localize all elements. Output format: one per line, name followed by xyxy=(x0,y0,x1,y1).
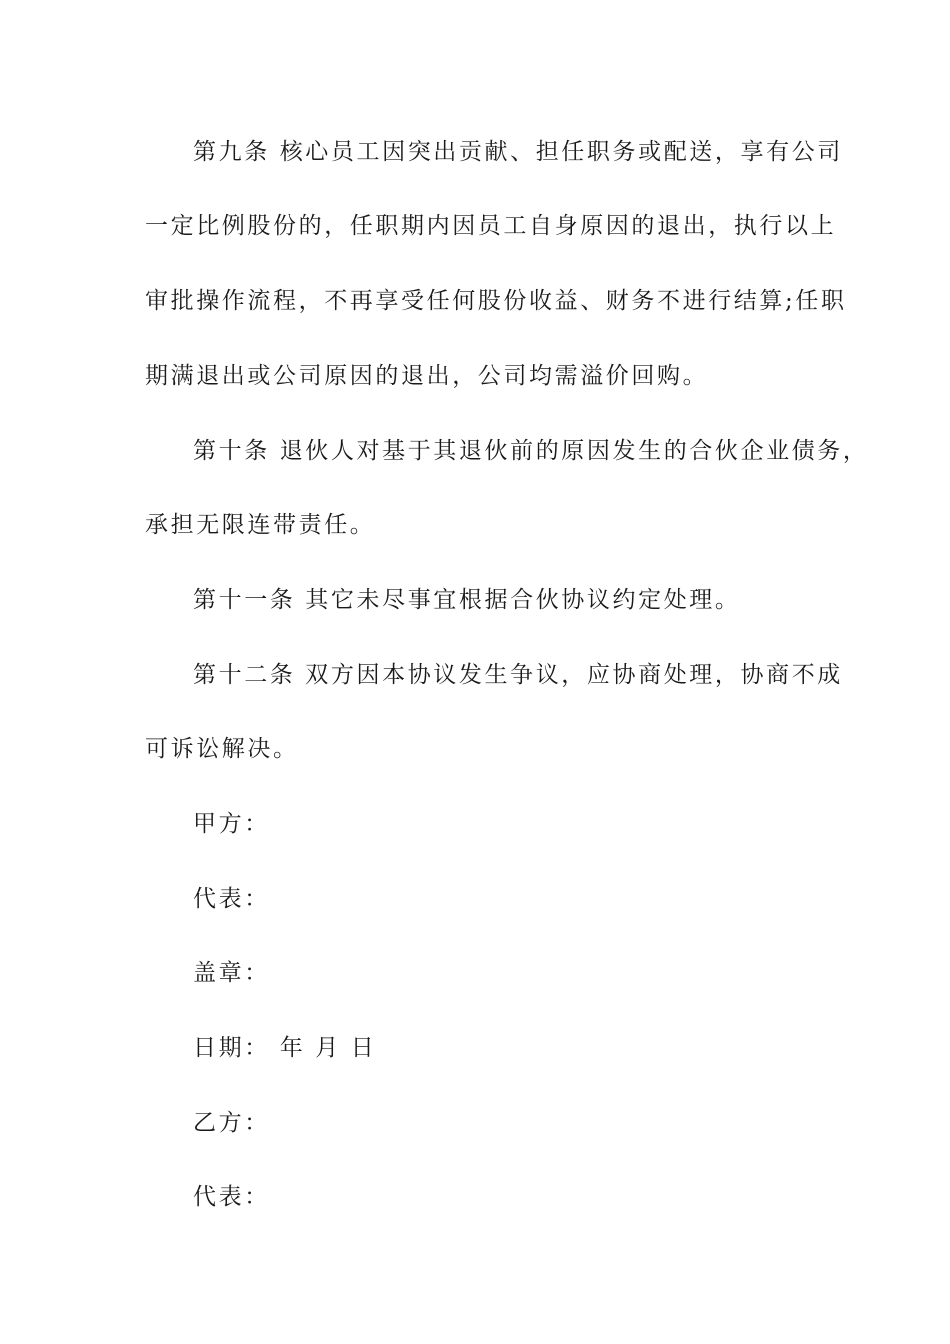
article-11-line-1: 第十一条 其它未尽事宜根据合伙协议约定处理。 xyxy=(193,587,741,613)
party-b-label: 乙方： xyxy=(193,1110,270,1136)
party-b-representative: 代表： xyxy=(193,1184,270,1210)
article-9-line-2: 一定比例股份的，任职期内因员工自身原因的退出，执行以上 xyxy=(145,213,837,239)
party-a-representative: 代表： xyxy=(193,886,270,912)
article-9-line-1: 第九条 核心员工因突出贡献、担任职务或配送，享有公司 xyxy=(193,139,843,165)
article-9-line-4: 期满退出或公司原因的退出，公司均需溢价回购。 xyxy=(145,363,709,389)
article-12-line-2: 可诉讼解决。 xyxy=(145,736,299,762)
party-a-seal: 盖章： xyxy=(193,960,270,986)
article-12-line-1: 第十二条 双方因本协议发生争议，应协商处理，协商不成 xyxy=(193,662,843,688)
party-a-label: 甲方： xyxy=(193,811,270,837)
party-a-date: 日期： 年 月 日 xyxy=(193,1035,377,1061)
article-9-line-3: 审批操作流程，不再享受任何股份收益、财务不进行结算;任职 xyxy=(145,288,847,314)
article-10-line-1: 第十条 退伙人对基于其退伙前的原因发生的合伙企业债务， xyxy=(193,438,869,464)
article-10-line-2: 承担无限连带责任。 xyxy=(145,512,376,538)
